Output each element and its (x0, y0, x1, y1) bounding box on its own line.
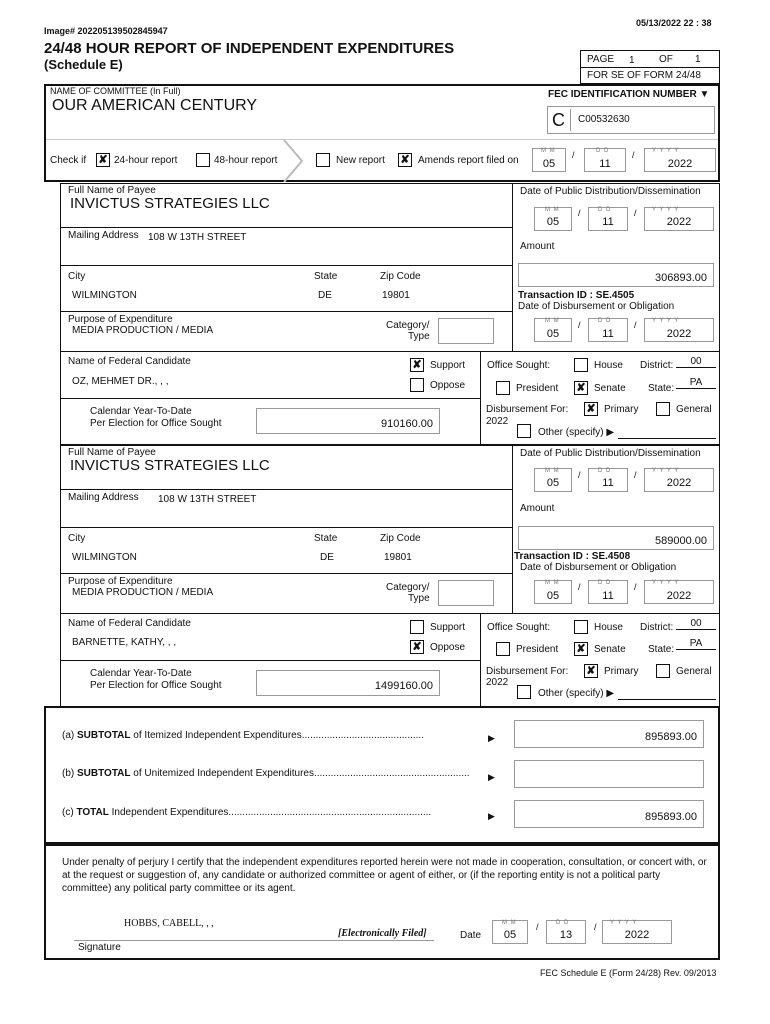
mailing-address: 108 W 13TH STREET (148, 232, 247, 243)
state-sought-value: PA (676, 377, 716, 389)
fec-id: C00532630 (578, 114, 630, 125)
disb-day-value: 11 (602, 590, 614, 602)
page-number: 1 (629, 55, 635, 66)
amends-mm-hint: M M (541, 148, 556, 154)
pub-date-label: Date of Public Distribution/Dissemination (520, 448, 701, 459)
candidate-name: OZ, MEHMET DR., , , (72, 376, 169, 387)
senate-label: Senate (594, 383, 626, 394)
amends-dd-hint: D D (596, 148, 610, 154)
label-24-hour: 24-hour report (114, 155, 178, 166)
slash: / (536, 922, 539, 932)
arrow-right-icon: ▶ (488, 733, 495, 743)
purpose-label: Purpose of Expenditure (68, 314, 173, 325)
pub-dd-hint: D D (598, 207, 612, 213)
category-label: Category/ (386, 320, 430, 331)
senate-label: Senate (594, 644, 626, 655)
fec-id-label: FEC IDENTIFICATION NUMBER ▼ (548, 89, 710, 100)
slash: / (578, 208, 581, 218)
subtotal-b-rest: of Unitemized Independent Expenditures........................................................ (130, 768, 470, 779)
checkbox-24-hour[interactable]: ✘ (96, 153, 110, 167)
amount-label: Amount (520, 241, 555, 252)
pub-yyyy-hint: Y Y Y Y (652, 468, 680, 474)
primary-checkbox[interactable]: ✘ (584, 402, 598, 416)
sign-yyyy-hint: Y Y Y Y (610, 920, 638, 926)
arrow-right-icon: ▶ (488, 772, 495, 782)
ytd-label-1: Calendar Year-To-Date (90, 406, 192, 417)
ytd-label-2: Per Election for Office Sought (90, 680, 222, 691)
slash: / (578, 320, 581, 330)
label-amends: Amends report filed on (418, 155, 519, 166)
city-label: City (68, 271, 86, 282)
zip-value: 19801 (382, 290, 410, 301)
primary-label: Primary (604, 666, 639, 677)
slash: / (634, 582, 637, 592)
primary-checkbox[interactable]: ✘ (584, 664, 598, 678)
other-label: Other (specify) ▶ (538, 427, 615, 438)
general-label: General (676, 404, 712, 415)
amount-value: 306893.00 (655, 272, 707, 284)
pub-mm-hint: M M (545, 468, 560, 474)
support-label: Support (430, 360, 466, 371)
sign-day-value: 13 (559, 929, 573, 941)
check-if-label: Check if (50, 155, 87, 166)
label-48-hour: 48-hour report (214, 155, 278, 166)
disb-dd-hint: D D (598, 318, 612, 324)
pub-mm-hint: M M (545, 207, 560, 213)
sign-month-value: 05 (503, 929, 517, 941)
total-c-prefix: (c) (62, 807, 77, 818)
total-label (62, 807, 431, 818)
candidate-name: BARNETTE, KATHY, , , (72, 637, 177, 648)
image-id: Image# 202205139502845947 (44, 26, 168, 36)
disb-mm-hint: M M (545, 318, 560, 324)
amends-month-value: 05 (542, 158, 556, 170)
payee-label: Full Name of Payee (68, 185, 156, 196)
zip-label: Zip Code (380, 533, 421, 544)
office-sought-label: Office Sought: (487, 360, 551, 371)
office-sought-label: Office Sought: (487, 622, 551, 633)
payee-name: INVICTUS STRATEGIES LLC (70, 195, 270, 212)
disb-year-value: 2022 (666, 328, 692, 340)
house-label: House (594, 360, 623, 371)
disb-yyyy-hint: Y Y Y Y (652, 580, 680, 586)
president-label: President (516, 644, 559, 655)
candidate-label: Name of Federal Candidate (68, 618, 191, 629)
form-title: 24/48 HOUR REPORT OF INDEPENDENT EXPENDITURES (44, 40, 455, 57)
ytd-value: 1499160.00 (374, 680, 433, 692)
state-sought-value: PA (676, 638, 716, 650)
payee-label: Full Name of Payee (68, 447, 156, 458)
label-new-report: New report (336, 155, 385, 166)
mailing-address: 108 W 13TH STREET (158, 494, 257, 505)
amends-day-value: 11 (599, 158, 611, 170)
disb-yyyy-hint: Y Y Y Y (652, 318, 680, 324)
subtotal-itemized-label (62, 730, 424, 741)
pub-year-value: 2022 (666, 216, 692, 228)
pub-day-value: 11 (602, 216, 614, 228)
other-checkbox[interactable] (517, 424, 531, 438)
amount-box (518, 263, 714, 287)
total-c-rest: Independent Expenditures......................................................................... (108, 807, 432, 818)
senate-checkbox[interactable]: ✘ (574, 642, 588, 656)
support-label: Support (430, 622, 466, 633)
primary-label: Primary (604, 404, 639, 415)
subtotal-a-bold: SUBTOTAL (77, 730, 131, 741)
transaction-id: Transaction ID : SE.4505 (518, 290, 635, 301)
mailing-label: Mailing Address (68, 230, 139, 241)
checkbox-48-hour[interactable] (196, 153, 210, 167)
president-checkbox[interactable] (496, 381, 510, 395)
subtotal-a-prefix: (a) (62, 730, 77, 741)
total-box (514, 800, 704, 828)
disb-month-value: 05 (546, 328, 560, 340)
city-value: WILMINGTON (72, 290, 137, 301)
subtotal-unitemized-label (62, 768, 470, 779)
amount-label: Amount (520, 503, 555, 514)
amends-yyyy-hint: Y Y Y Y (652, 148, 680, 154)
disb-month-value: 05 (546, 590, 560, 602)
disb-date-label: Date of Disbursement or Obligation (518, 301, 675, 312)
pub-dd-hint: D D (598, 468, 612, 474)
of-label: OF (659, 54, 673, 65)
state-label: State (314, 271, 338, 282)
disbursement-for-label: Disbursement For: (486, 666, 569, 677)
purpose-value: MEDIA PRODUCTION / MEDIA (72, 325, 214, 336)
district-label: District: (640, 622, 674, 633)
date-label: Date (460, 930, 482, 941)
page-total: 1 (695, 54, 701, 65)
disb-date-label: Date of Disbursement or Obligation (520, 562, 677, 573)
type-label: Type (408, 331, 430, 342)
senate-checkbox[interactable]: ✘ (574, 381, 588, 395)
category-label: Category/ (386, 582, 430, 593)
checkbox-new-report[interactable] (316, 153, 330, 167)
other-checkbox[interactable] (517, 685, 531, 699)
disbursement-for-label: Disbursement For: (486, 404, 569, 415)
pub-date-label: Date of Public Distribution/Dissemination (520, 186, 701, 197)
category-box (438, 318, 494, 344)
ytd-label-2: Per Election for Office Sought (90, 418, 222, 429)
state-value: DE (318, 290, 332, 301)
district-label: District: (640, 360, 674, 371)
slash: / (634, 208, 637, 218)
city-label: City (68, 533, 86, 544)
house-checkbox[interactable] (574, 620, 588, 634)
electronically-filed: [Electronically Filed] (338, 928, 427, 939)
form-subtitle: (Schedule E) (44, 57, 123, 72)
slash: / (634, 470, 637, 480)
page-label: PAGE (587, 54, 615, 65)
state-value: DE (320, 552, 334, 563)
ytd-amount (256, 408, 440, 434)
slash: / (578, 582, 581, 592)
subtotal-itemized-value: 895893.00 (645, 731, 697, 743)
city-value: WILMINGTON (72, 552, 137, 563)
slash: / (572, 150, 575, 160)
mailing-label: Mailing Address (68, 492, 139, 503)
oppose-label: Oppose (430, 380, 466, 391)
state-sought-label: State: (648, 383, 675, 394)
candidate-label: Name of Federal Candidate (68, 356, 191, 367)
form-note: FOR SE OF FORM 24/48 (587, 70, 701, 81)
subtotal-itemized-box (514, 720, 704, 748)
slash: / (634, 320, 637, 330)
disb-dd-hint: D D (598, 580, 612, 586)
disb-day-value: 11 (602, 328, 614, 340)
support-checkbox[interactable]: ✘ (410, 358, 424, 372)
total-value: 895893.00 (645, 811, 697, 823)
support-checkbox[interactable] (410, 620, 424, 634)
purpose-value: MEDIA PRODUCTION / MEDIA (72, 587, 214, 598)
page-box (580, 50, 720, 84)
slash: / (594, 922, 597, 932)
arrow-right-icon: ▶ (488, 811, 495, 821)
oppose-checkbox[interactable] (410, 378, 424, 392)
amount-value: 589000.00 (655, 535, 707, 547)
zip-value: 19801 (384, 552, 412, 563)
other-label: Other (specify) ▶ (538, 688, 615, 699)
signer-name: HOBBS, CABELL, , , (124, 918, 214, 929)
fec-prefix: C (552, 110, 565, 130)
slash: / (578, 470, 581, 480)
pub-day-value: 11 (602, 477, 614, 489)
district-value: 00 (676, 618, 716, 630)
election-year: 2022 (486, 677, 509, 688)
subtotal-b-bold: SUBTOTAL (77, 768, 131, 779)
payee-name: INVICTUS STRATEGIES LLC (70, 457, 270, 474)
state-label: State (314, 533, 338, 544)
total-c-bold: TOTAL (76, 807, 109, 818)
checkbox-amends[interactable]: ✘ (398, 153, 412, 167)
subtotal-b-prefix: (b) (62, 768, 77, 779)
zip-label: Zip Code (380, 271, 421, 282)
ytd-label-1: Calendar Year-To-Date (90, 668, 192, 679)
house-checkbox[interactable] (574, 358, 588, 372)
sign-mm-hint: M M (502, 920, 517, 926)
signature-label: Signature (78, 942, 121, 953)
election-year: 2022 (486, 416, 509, 427)
state-sought-label: State: (648, 644, 675, 655)
subtotal-unitemized-box (514, 760, 704, 788)
disb-year-value: 2022 (666, 590, 692, 602)
amends-year-value: 2022 (667, 158, 693, 170)
oppose-checkbox[interactable]: ✘ (410, 640, 424, 654)
slash: / (632, 150, 635, 160)
committee-name-label: NAME OF COMMITTEE (In Full) (50, 86, 181, 96)
transaction-id: Transaction ID : SE.4508 (514, 551, 631, 562)
pub-year-value: 2022 (666, 477, 692, 489)
timestamp: 05/13/2022 22 : 38 (636, 18, 712, 28)
district-value: 00 (676, 356, 716, 368)
committee-name: OUR AMERICAN CENTURY (52, 97, 258, 114)
general-checkbox[interactable] (656, 664, 670, 678)
president-checkbox[interactable] (496, 642, 510, 656)
certification-text: Under penalty of perjury I certify that the independent expenditures reported herein were not made in cooperation, consultation, or concert with, or at the request or suggestion of, any candidate or authorized committee or agent of either, or (if the reporting entity is not a political party committee) any political party committee or its agent. (62, 857, 707, 894)
purpose-label: Purpose of Expenditure (68, 576, 173, 587)
type-label: Type (408, 593, 430, 604)
chevron-divider-icon (282, 140, 304, 182)
disb-mm-hint: M M (545, 580, 560, 586)
house-label: House (594, 622, 623, 633)
president-label: President (516, 383, 559, 394)
ytd-value: 910160.00 (381, 418, 433, 430)
oppose-label: Oppose (430, 642, 466, 653)
subtotal-a-rest: of Itemized Independent Expenditures............................................ (130, 730, 424, 741)
ytd-amount (256, 670, 440, 696)
general-checkbox[interactable] (656, 402, 670, 416)
pub-month-value: 05 (546, 477, 560, 489)
general-label: General (676, 666, 712, 677)
fec-id-box (547, 106, 715, 134)
sign-year-value: 2022 (624, 929, 650, 941)
sign-dd-hint: D D (556, 920, 570, 926)
amount-box (518, 526, 714, 550)
pub-yyyy-hint: Y Y Y Y (652, 207, 680, 213)
pub-month-value: 05 (546, 216, 560, 228)
category-box (438, 580, 494, 606)
form-footer: FEC Schedule E (Form 24/28) Rev. 09/2013 (540, 968, 717, 978)
